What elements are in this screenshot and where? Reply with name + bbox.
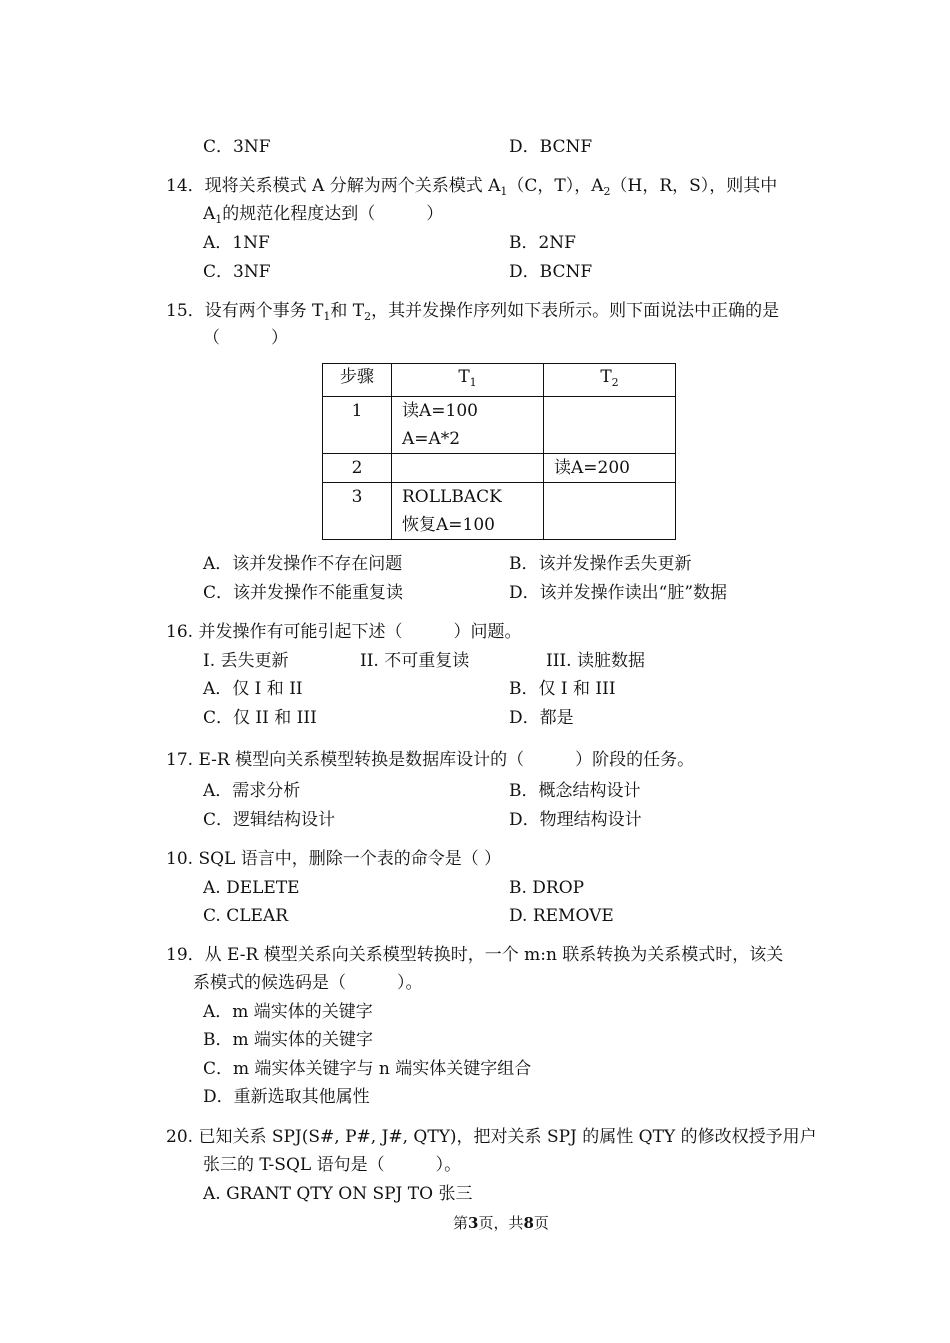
- table-header-row: [323, 364, 676, 397]
- row3-t1-line1: ROLLBACK: [402, 487, 502, 507]
- footer-text-2: 页，共: [478, 1214, 524, 1232]
- row2-t1: [392, 454, 544, 483]
- q14-text-c: （H，R，S），则其中: [610, 176, 778, 196]
- q10-option-c: C. CLEAR: [203, 906, 288, 926]
- q10-option-a: A. DELETE: [203, 878, 300, 898]
- q15-option-c: C．该并发操作不能重复读: [203, 583, 404, 603]
- q14-option-c: C．3NF: [203, 262, 271, 282]
- q17-option-c: C．逻辑结构设计: [203, 810, 336, 830]
- q16-item-3: III. 读脏数据: [546, 651, 645, 671]
- q19-option-a: A．m 端实体的关键字: [203, 1002, 373, 1022]
- q16-item-2: II. 不可重复读: [360, 651, 470, 671]
- q17-option-d: D．物理结构设计: [509, 810, 642, 830]
- table-row: [323, 454, 676, 483]
- q20-stem-line1: 20. 已知关系 SPJ(S#, P#, J#, QTY)，把对关系 SPJ 的属性 QTY 的修改权授予用户: [166, 1127, 817, 1147]
- row1-t1-line2: A=A*2: [402, 429, 461, 449]
- footer-text-3: 页: [533, 1214, 549, 1232]
- q19-option-b: B．m 端实体的关键字: [203, 1030, 374, 1050]
- q14-option-a: A．1NF: [203, 233, 270, 253]
- q17-option-b: B．概念结构设计: [509, 781, 641, 801]
- q13-option-c: C．3NF: [203, 137, 271, 157]
- q19-option-c: C．m 端实体关键字与 n 端实体关键字组合: [203, 1059, 532, 1079]
- q19-stem-line2: 系模式的候选码是（ ）。: [193, 973, 423, 993]
- q14-sub3: 1: [215, 213, 223, 226]
- q14-option-d: D．BCNF: [509, 262, 593, 282]
- q15-text-c: ，其并发操作序列如下表所示。则下面说法中正确的是: [371, 301, 780, 321]
- q20-option-a: A. GRANT QTY ON SPJ TO 张三: [203, 1184, 473, 1204]
- table-row: [323, 483, 676, 540]
- q20-stem-line2: 张三的 T-SQL 语句是（ ）。: [203, 1155, 462, 1175]
- header-t2: [544, 364, 676, 397]
- q16-option-c: C．仅 II 和 III: [203, 708, 317, 728]
- row2-step: 2: [323, 454, 392, 483]
- q14-text-d: A: [203, 204, 216, 224]
- row3-step: 3: [323, 483, 392, 540]
- q14-text-a: 14．现将关系模式 A 分解为两个关系模式 A: [166, 176, 501, 196]
- row3-t1: [392, 483, 544, 540]
- q16-option-a: A．仅 I 和 II: [203, 679, 303, 699]
- q16-option-d: D．都是: [509, 708, 574, 728]
- q14-sub1: 1: [500, 185, 508, 198]
- row1-t2: [544, 397, 676, 454]
- q14-sub2: 2: [603, 185, 611, 198]
- header-t2-text: T: [600, 367, 612, 387]
- header-t2-sub: 2: [611, 376, 619, 389]
- q10-stem: 10. SQL 语言中，删除一个表的命令是（ ）: [166, 849, 502, 869]
- q17-stem: 17. E-R 模型向关系模型转换是数据库设计的（ ）阶段的任务。: [166, 750, 695, 770]
- q19-option-d: D．重新选取其他属性: [203, 1087, 370, 1107]
- q15-stem-line1: [166, 300, 779, 328]
- q16-option-b: B．仅 I 和 III: [509, 679, 616, 699]
- footer-total-pages: 8: [523, 1214, 534, 1232]
- q15-text-a: 15．设有两个事务 T: [166, 301, 324, 321]
- q15-stem-line2: （ ）: [203, 328, 288, 348]
- q15-sub1: 1: [323, 310, 331, 323]
- q15-option-d: D．该并发操作读出“脏”数据: [509, 583, 728, 603]
- q15-text-b: 和 T: [330, 301, 365, 321]
- q15-sub2: 2: [364, 310, 372, 323]
- q16-stem: 16. 并发操作有可能引起下述（ ）问题。: [166, 622, 522, 642]
- transaction-table: [322, 363, 676, 540]
- q14-option-b: B．2NF: [509, 233, 576, 253]
- q13-option-d: D．BCNF: [509, 137, 593, 157]
- row3-t2: [544, 483, 676, 540]
- row2-t2: 读A=200: [544, 454, 676, 483]
- q15-option-b: B．该并发操作丢失更新: [509, 554, 692, 574]
- footer-page-number: 3: [468, 1214, 479, 1232]
- header-step: 步骤: [323, 364, 392, 397]
- footer-text-1: 第: [453, 1214, 469, 1232]
- q14-text-e: 的规范化程度达到（ ）: [222, 204, 444, 224]
- q14-text-b: （C，T），A: [507, 176, 604, 196]
- q14-stem-line1: [166, 175, 777, 203]
- header-t1-text: T: [458, 367, 470, 387]
- row1-step: 1: [323, 397, 392, 454]
- q10-option-b: B. DROP: [509, 878, 585, 898]
- row1-t1-line1: 读A=100: [402, 401, 478, 421]
- q15-option-a: A．该并发操作不存在问题: [203, 554, 403, 574]
- q17-option-a: A．需求分析: [203, 781, 301, 801]
- q19-stem-line1: 19．从 E-R 模型关系向关系模型转换时，一个 m:n 联系转换为关系模式时，该关: [166, 945, 784, 965]
- row1-t1: [392, 397, 544, 454]
- row3-t1-line2: 恢复A=100: [402, 515, 495, 535]
- header-t1: [392, 364, 544, 397]
- q10-option-d: D. REMOVE: [509, 906, 614, 926]
- page-footer: [453, 1212, 549, 1234]
- table-row: [323, 397, 676, 454]
- q16-item-1: I. 丢失更新: [203, 651, 289, 671]
- header-t1-sub: 1: [469, 376, 477, 389]
- q14-stem-line2: [203, 203, 443, 231]
